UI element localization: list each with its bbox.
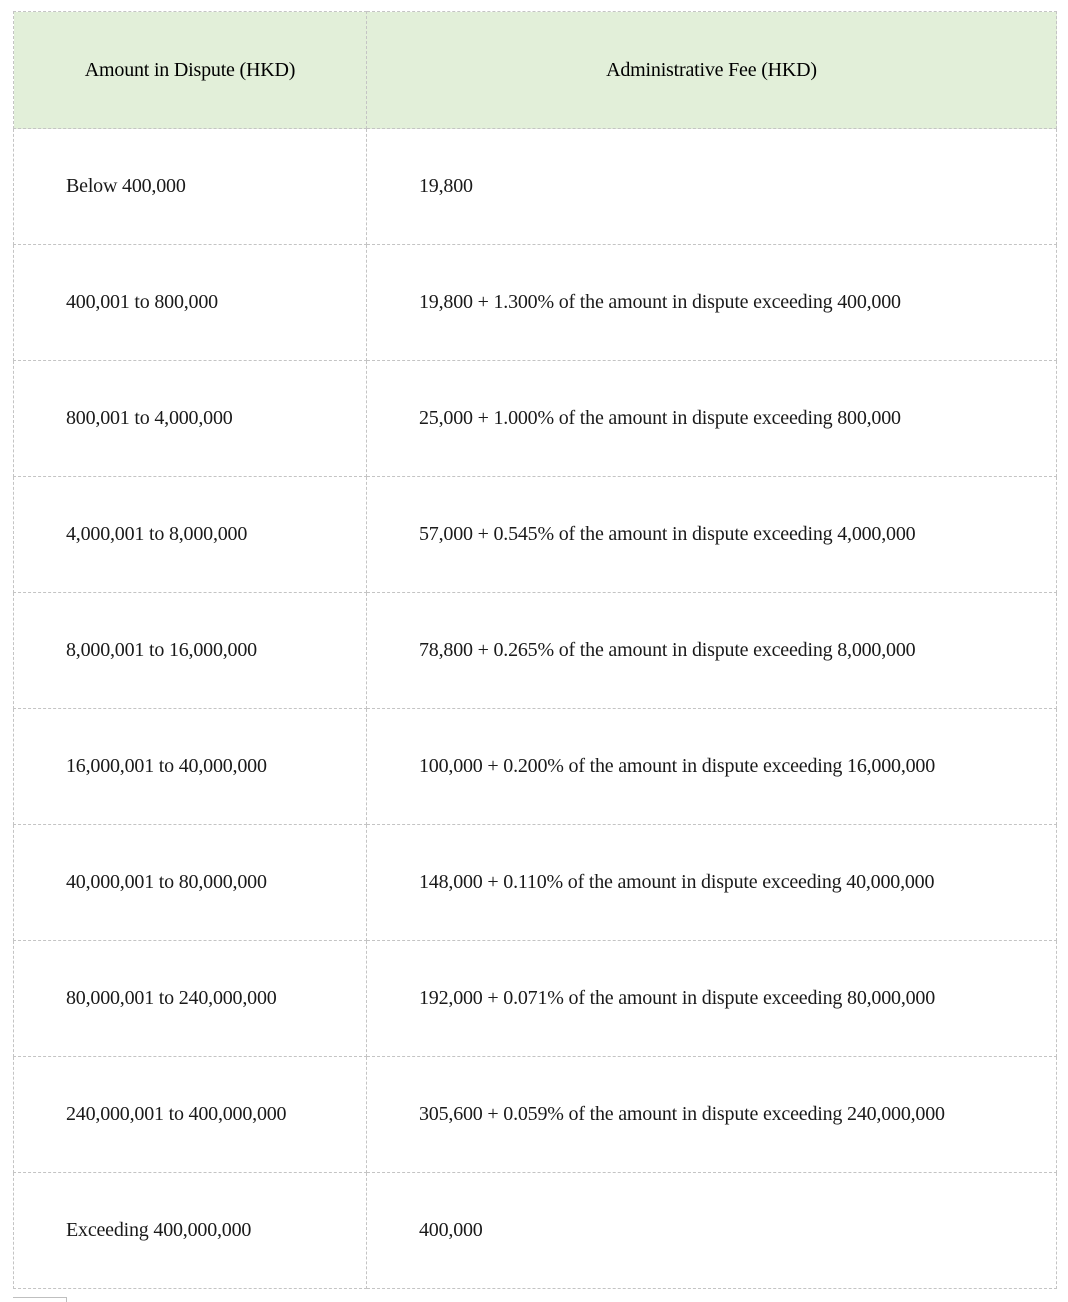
header-amount-in-dispute: Amount in Dispute (HKD) — [14, 12, 367, 129]
table-row — [14, 1173, 1057, 1289]
amount-cell: 400,001 to 800,000 — [14, 245, 367, 361]
amount-cell: 16,000,001 to 40,000,000 — [14, 709, 367, 825]
table-header — [14, 12, 1057, 129]
fee-cell: 57,000 + 0.545% of the amount in dispute exceeding 4,000,000 — [367, 477, 1057, 593]
table-row — [14, 825, 1057, 941]
table-body — [14, 129, 1057, 1289]
amount-cell: 240,000,001 to 400,000,000 — [14, 1057, 367, 1173]
fee-cell: 305,600 + 0.059% of the amount in dispute exceeding 240,000,000 — [367, 1057, 1057, 1173]
fee-cell: 19,800 — [367, 129, 1057, 245]
table-row — [14, 361, 1057, 477]
amount-cell: Below 400,000 — [14, 129, 367, 245]
fee-cell: 192,000 + 0.071% of the amount in dispute exceeding 80,000,000 — [367, 941, 1057, 1057]
amount-cell: 8,000,001 to 16,000,000 — [14, 593, 367, 709]
table-row — [14, 129, 1057, 245]
fee-cell: 25,000 + 1.000% of the amount in dispute exceeding 800,000 — [367, 361, 1057, 477]
administrative-fee-table — [13, 11, 1057, 1289]
fee-cell: 400,000 — [367, 1173, 1057, 1289]
table-row — [14, 1057, 1057, 1173]
table-row — [14, 709, 1057, 825]
table-row — [14, 477, 1057, 593]
table-row — [14, 941, 1057, 1057]
fee-cell: 148,000 + 0.110% of the amount in dispute exceeding 40,000,000 — [367, 825, 1057, 941]
amount-cell: 800,001 to 4,000,000 — [14, 361, 367, 477]
fee-cell: 78,800 + 0.265% of the amount in dispute exceeding 8,000,000 — [367, 593, 1057, 709]
table-row — [14, 245, 1057, 361]
fee-cell: 19,800 + 1.300% of the amount in dispute exceeding 400,000 — [367, 245, 1057, 361]
table-end-marker — [13, 1297, 67, 1302]
amount-cell: 4,000,001 to 8,000,000 — [14, 477, 367, 593]
fee-cell: 100,000 + 0.200% of the amount in dispute exceeding 16,000,000 — [367, 709, 1057, 825]
header-row — [14, 12, 1057, 129]
amount-cell: 80,000,001 to 240,000,000 — [14, 941, 367, 1057]
amount-cell: Exceeding 400,000,000 — [14, 1173, 367, 1289]
header-administrative-fee: Administrative Fee (HKD) — [367, 12, 1057, 129]
amount-cell: 40,000,001 to 80,000,000 — [14, 825, 367, 941]
table-row — [14, 593, 1057, 709]
